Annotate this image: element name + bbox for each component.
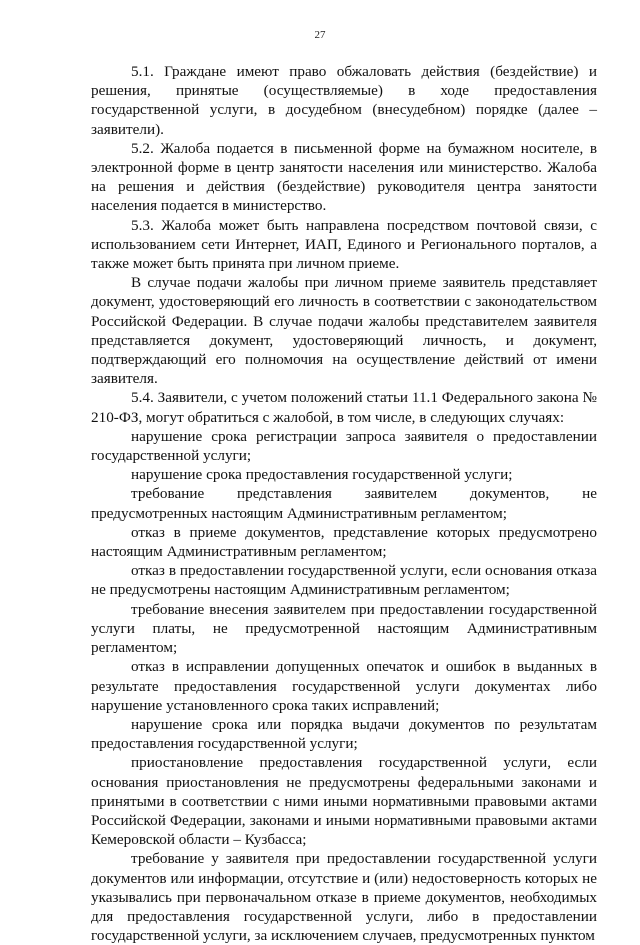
case-item: требование у заявителя при предоставлении государственной услуги документов или информации, отсутствие и (или) недостоверность которых не указывались при первоначальном отказе в приеме документов, необходимых для предоставления государственной услуги, либо в предоставлении государственной услуги, за исключением случаев, предусмотренных пунктом (91, 850, 597, 945)
case-item: отказ в приеме документов, представление которых предусмотрено настоящим Административным регламентом; (91, 523, 597, 561)
case-item: нарушение срока или порядка выдачи документов по результатам предоставления государственной услуги; (91, 715, 597, 753)
case-item: требование внесения заявителем при предоставлении государственной услуги платы, не предусмотренной настоящим Административным регламентом; (91, 600, 597, 657)
paragraph-5-2: 5.2. Жалоба подается в письменной форме на бумажном носителе, в электронной форме в центр занятости населения или министерство. Жалоба на решения и действия (бездействие) руководителя центра занятости населения подается в министерство. (91, 139, 597, 215)
paragraph-5-3: 5.3. Жалоба может быть направлена посредством почтовой связи, с использованием сети Интернет, ИАП, Единого и Регионального порталов, а также может быть принята при личном приеме. (91, 216, 597, 273)
case-item: отказ в предоставлении государственной услуги, если основания отказа не предусмотрены настоящим Административным регламентом; (91, 562, 597, 599)
document-body (91, 62, 597, 945)
case-item: нарушение срока регистрации запроса заявителя о предоставлении государственной услуги; (91, 427, 597, 465)
case-item: требование представления заявителем документов, не предусмотренных настоящим Административным регламентом; (91, 485, 597, 522)
case-item: приостановление предоставления государственной услуги, если основания приостановления не предусмотрены федеральными законами и принятыми в соответствии с ними иными нормативными правовыми актами Российской Федерации, законами и иными нормативными правовыми актами Кемеровской области – Кузбасса; (91, 754, 597, 849)
case-item: отказ в исправлении допущенных опечаток и ошибок в выданных в результате предоставления государственной услуги документах либо нарушение установленного срока таких исправлений; (91, 658, 597, 714)
paragraph-5-4: 5.4. Заявители, с учетом положений статьи 11.1 Федерального закона № 210-ФЗ, могут обратиться с жалобой, в том числе, в следующих случаях: (91, 389, 597, 426)
case-item: нарушение срока предоставления государственной услуги; (131, 466, 513, 484)
paragraph-personal-reception: В случае подачи жалобы при личном приеме заявитель представляет документ, удостоверяющий его личность в соответствии с законодательством Российской Федерации. В случае подачи жалобы представителем заявителя представляется документ, удостоверяющий личность, и документ, подтверждающий его полномочия на осуществление действий от имени заявителя. (91, 274, 597, 388)
paragraph-5-1: 5.1. Граждане имеют право обжаловать действия (бездействие) и решения, принятые (осуществляемые) в ходе предоставления государственной услуги, в досудебном (внесудебном) порядке (далее – заявители). (91, 63, 597, 138)
page-number: 27 (314, 29, 326, 41)
